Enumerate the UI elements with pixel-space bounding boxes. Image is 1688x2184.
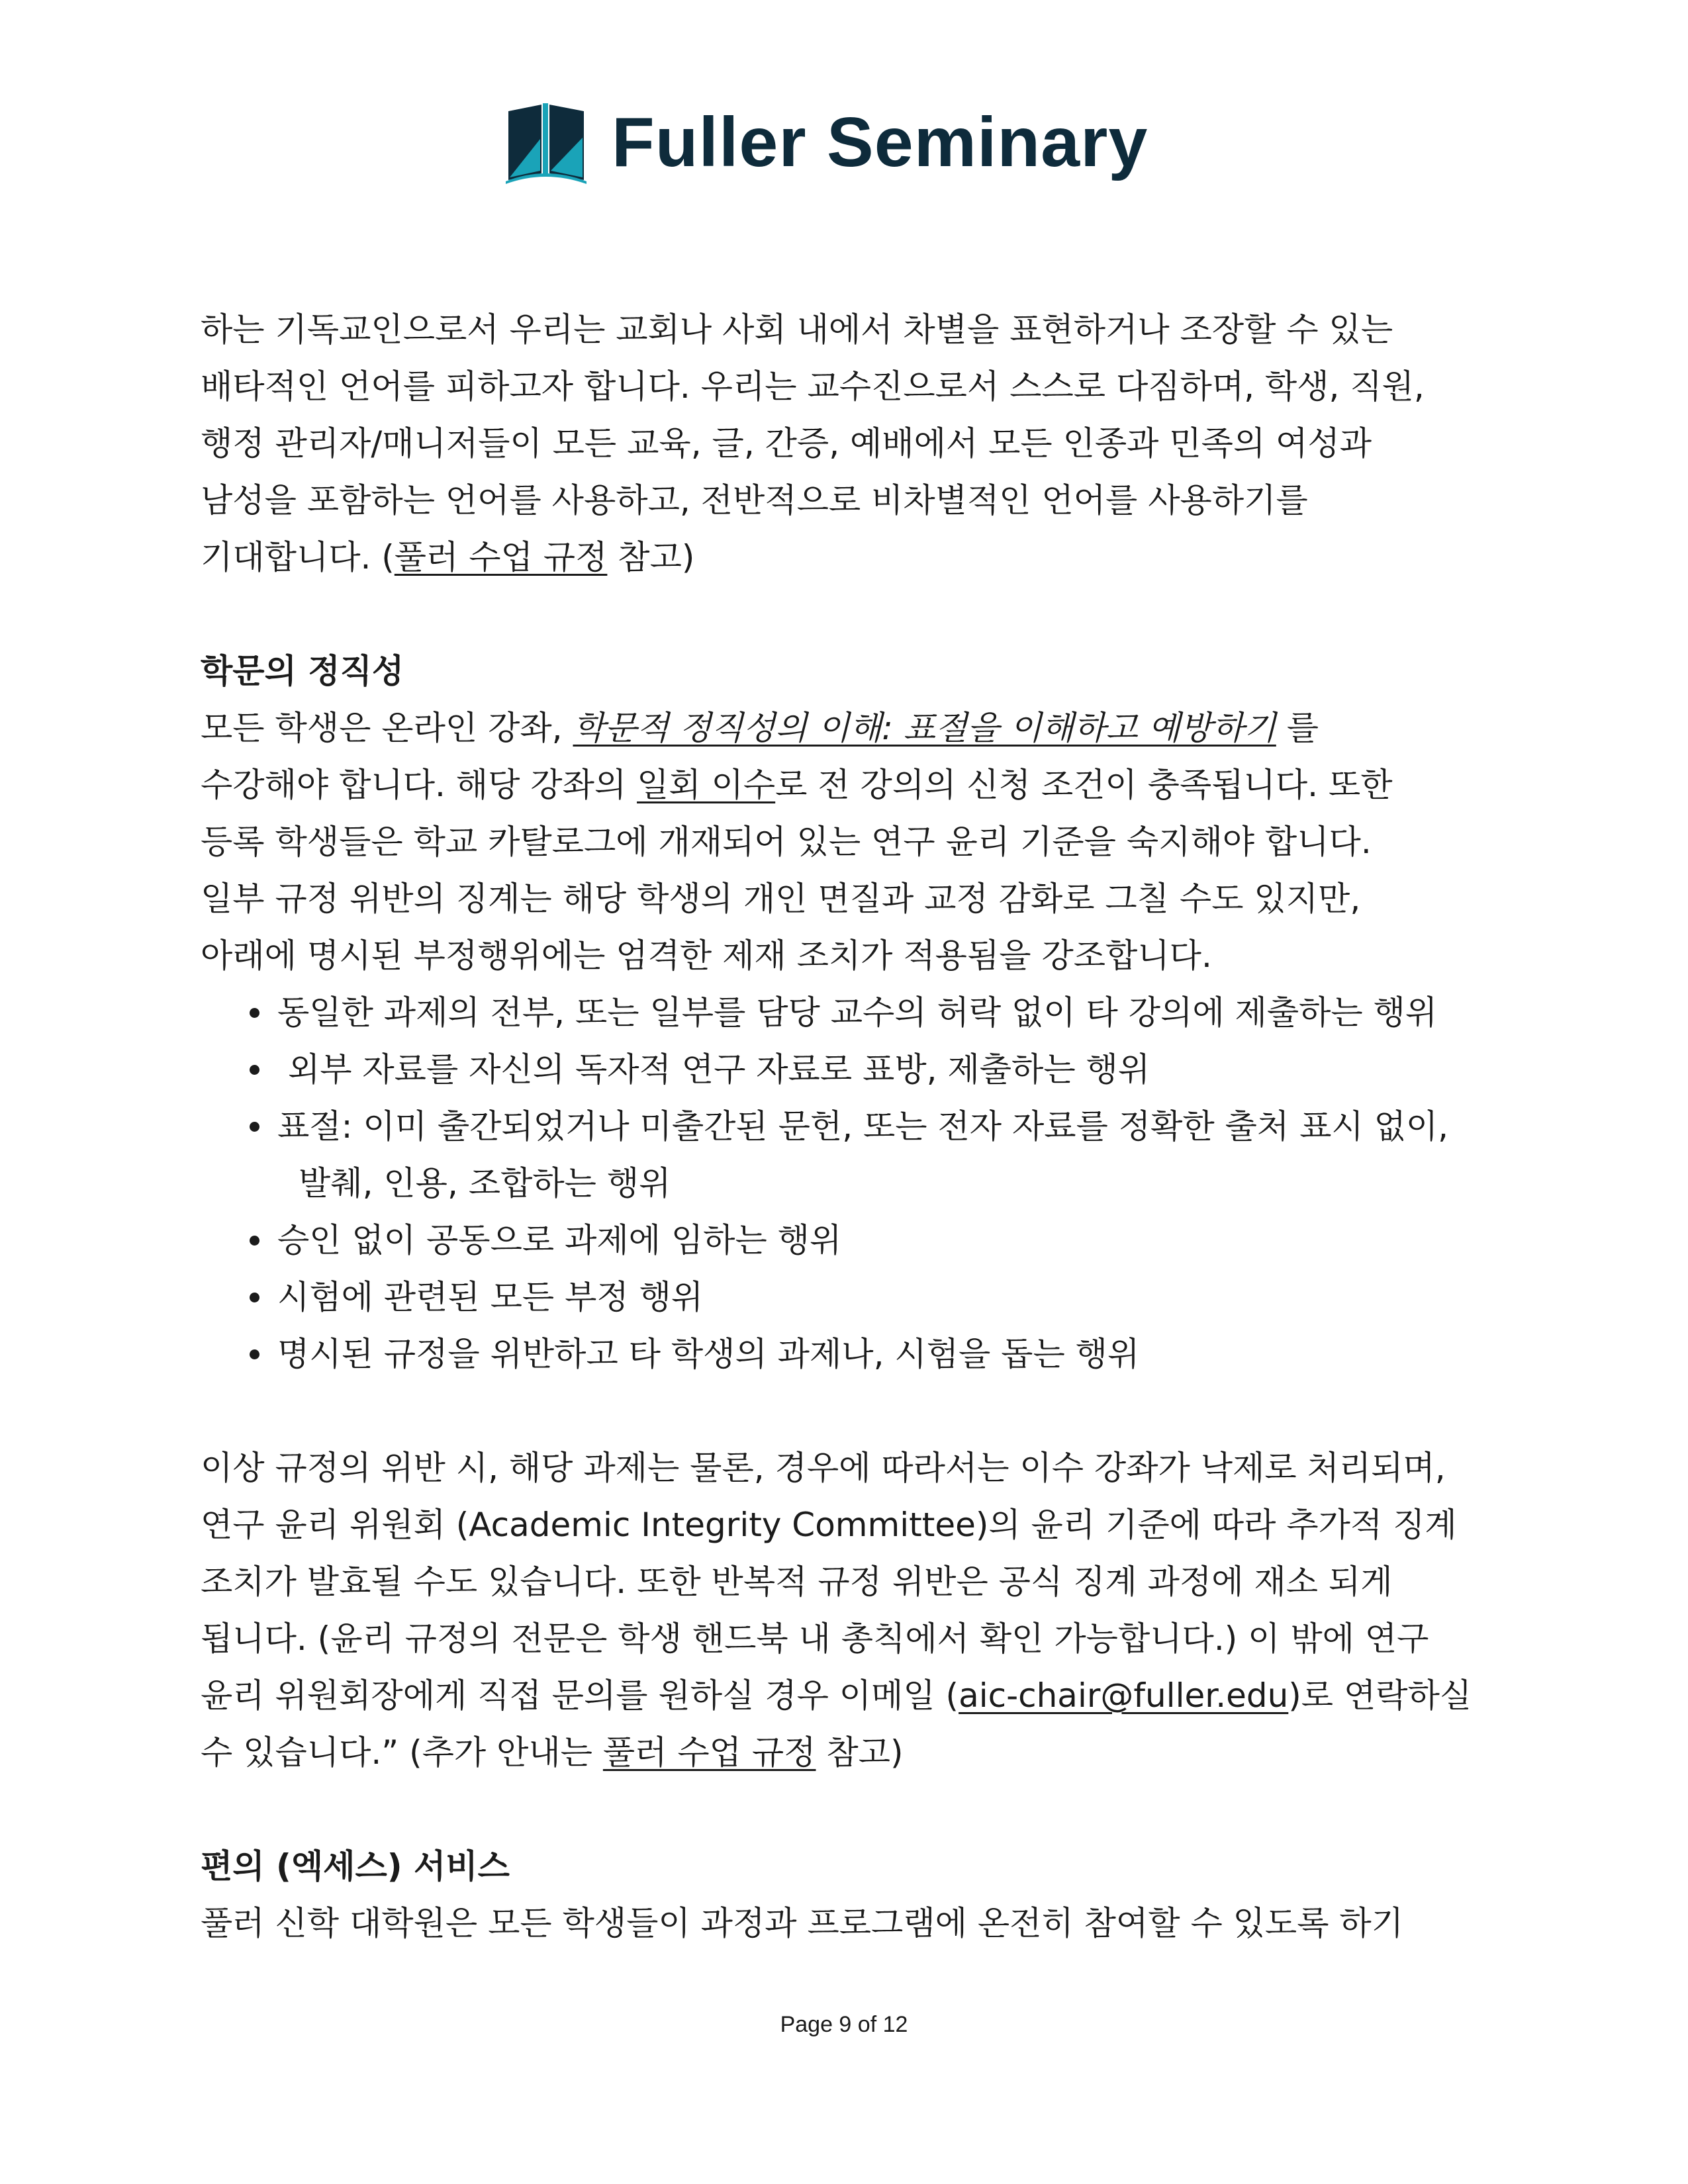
fuller-course-policy-link-2[interactable]: 풀러 수업 규정 [602,1733,816,1772]
integrity-line-2: 수강해야 합니다. 해당 강좌의 일회 이수로 전 강의의 신청 조건이 충족됩니다. 또한 [201,766,1393,804]
aic-email-link[interactable]: aic-chair@fuller.edu [959,1676,1289,1715]
violation-line-5: 윤리 위원회장에게 직접 문의를 원하실 경우 이메일 (aic-chair@fuller.edu)로 연락하실 [201,1676,1472,1715]
violation-line-3: 조치가 발효될 수도 있습니다. 또한 반복적 규정 위반은 공식 징계 과정에 재소 되게 [201,1563,1393,1601]
misconduct-list [201,984,1498,1383]
plagiarism-course-link[interactable]: 학문적 정직성의 이해: 표절을 이해하고 예방하기 [573,709,1276,747]
bullet-dot [250,1349,259,1359]
intro-line-4: 남성을 포함하는 언어를 사용하고, 전반적으로 비차별적인 언어를 사용하기를 [201,481,1308,520]
list-item: 표절: 이미 출간되었거나 미출간된 문헌, 또는 전자 자료를 정확한 출처 표시 없이, [201,1098,1498,1155]
list-item: 승인 없이 공동으로 과제에 임하는 행위 [201,1212,1498,1269]
list-item: 동일한 과제의 전부, 또는 일부를 담당 교수의 허락 없이 타 강의에 제출하는 행위 [201,984,1498,1041]
violation-line-1: 이상 규정의 위반 시, 해당 과제는 물론, 경우에 따라서는 이수 강좌가 낙제로 처리되며, [201,1449,1446,1487]
intro-line-5: 기대합니다. (풀러 수업 규정 참고) [201,538,695,576]
violation-line-6: 수 있습니다.” (추가 안내는 풀러 수업 규정 참고) [201,1733,904,1772]
bullet-dot [250,1236,259,1246]
access-line-1: 풀러 신학 대학원은 모든 학생들이 과정과 프로그램에 온전히 참여할 수 있도록 하기 [201,1904,1404,1942]
intro-line-3: 행정 관리자/매니저들이 모든 교육, 글, 간증, 예배에서 모든 인종과 민족의 여성과 [201,424,1372,463]
list-item: 시험에 관련된 모든 부정 행위 [201,1269,1498,1326]
bullet-dot [250,1065,259,1075]
list-item-continuation: 발췌, 인용, 조합하는 행위 [299,1164,671,1203]
intro-line-2: 배타적인 언어를 피하고자 합니다. 우리는 교수진으로서 스스로 다짐하며, 학생, 직원, [201,367,1425,406]
page-number: Page 9 of 12 [780,2012,908,2037]
integrity-line-4: 일부 규정 위반의 징계는 해당 학생의 개인 면질과 교정 감화로 그칠 수도 있지만, [201,880,1361,918]
violation-line-2: 연구 윤리 위원회 (Academic Integrity Committee)의 윤리 기준에 따라 추가적 징계 [201,1506,1457,1544]
bullet-dot [250,1293,259,1302]
section-heading-integrity: 학문의 정직성 [201,652,404,690]
violation-paragraph [201,1439,1498,1781]
bullet-dot [250,1008,259,1018]
open-book-icon [503,99,589,185]
access-services-section [201,1838,1498,1952]
intro-line-1: 하는 기독교인으로서 우리는 교회나 사회 내에서 차별을 표현하거나 조장할 수 있는 [201,310,1393,349]
fuller-course-policy-link[interactable]: 풀러 수업 규정 [394,538,608,576]
list-item: 외부 자료를 자신의 독자적 연구 자료로 표방, 제출하는 행위 [201,1041,1498,1098]
integrity-line-1: 모든 학생은 온라인 강좌, 학문적 정직성의 이해: 표절을 이해하고 예방하기 를 [201,709,1319,747]
section-heading-access: 편의 (엑세스) 서비스 [201,1847,510,1886]
logo-text: Fuller Seminary [612,103,1149,181]
integrity-line-5: 아래에 명시된 부정행위에는 엄격한 제재 조치가 적용됨을 강조합니다. [201,936,1212,975]
academic-integrity-section [201,643,1498,1383]
violation-line-4: 됩니다. (윤리 규정의 전문은 학생 핸드북 내 총칙에서 확인 가능합니다.) 이 밖에 연구 [201,1619,1429,1658]
integrity-line-3: 등록 학생들은 학교 카탈로그에 개재되어 있는 연구 윤리 기준을 숙지해야 합니다. [201,823,1372,861]
fuller-logo [503,96,1148,189]
bullet-dot [250,1122,259,1132]
list-item: 명시된 규정을 위반하고 타 학생의 과제나, 시험을 돕는 행위 [201,1326,1498,1383]
intro-paragraph [201,301,1498,586]
one-time-completion-link[interactable]: 일회 이수 [637,766,776,804]
document-body [201,301,1498,1952]
